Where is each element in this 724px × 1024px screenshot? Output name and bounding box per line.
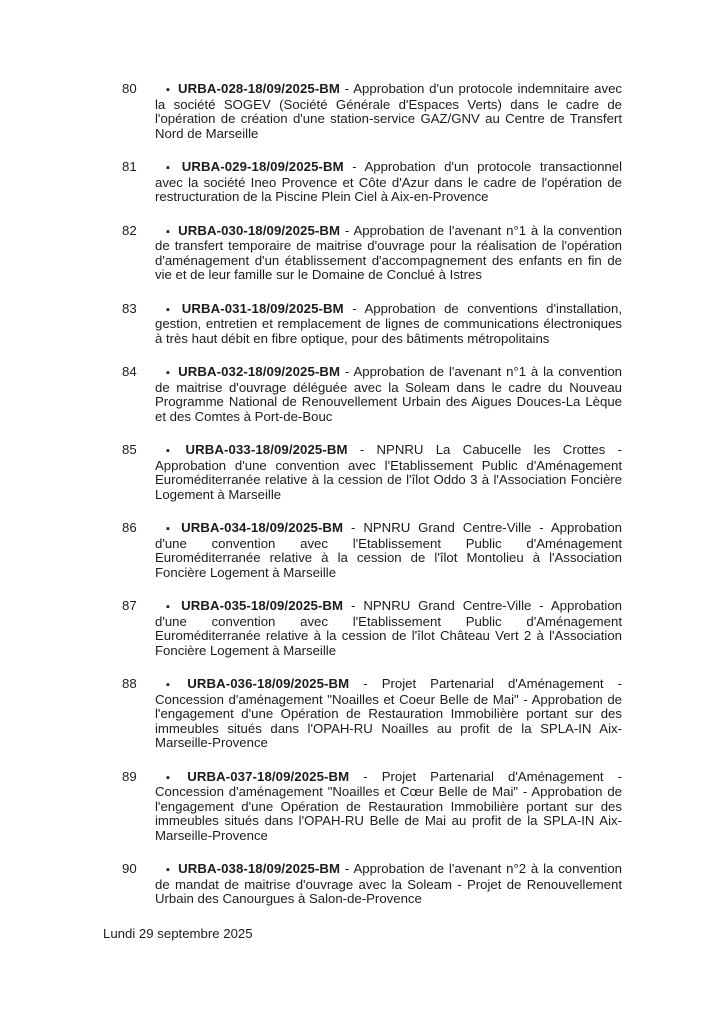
item-paragraph bbox=[155, 862, 622, 907]
list-item bbox=[122, 302, 622, 347]
bullet-icon: ▪ bbox=[166, 225, 172, 238]
bullet-icon: ▪ bbox=[166, 864, 172, 876]
list-item bbox=[122, 224, 622, 283]
bullet-icon: ▪ bbox=[166, 445, 179, 457]
item-number: 80 bbox=[122, 81, 137, 96]
deliberation-list bbox=[122, 82, 622, 907]
item-description: Projet Partenarial d'Aménagement - Concession d'aménagement "Noailles et Coeur Belle de Mai" - Approbation de l'engagement d'une Opération de Restauration Immobilière portant sur des immeubles situés dans l'OPAH-RU Noailles au profit de la SPLA-IN Aix-Marseille-Provence bbox=[155, 676, 622, 750]
bullet-icon: ▪ bbox=[166, 162, 175, 174]
item-description: NPNRU Grand Centre-Ville - Approbation d'une convention avec l'Etablissement Public d'Aménagement Euroméditerranée relative à la cession de l'îlot Montolieu à l'Association Foncière Logement à Marseille bbox=[155, 520, 622, 580]
page-footer bbox=[103, 927, 624, 942]
item-number: 90 bbox=[122, 861, 137, 876]
item-description: Approbation d'un protocole indemnitaire avec la société SOGEV (Société Générale d'Espaces Verts) dans le cadre de l'opération de création d'une station-service GAZ/GNV au Centre de Transfert Nord de Marseille bbox=[155, 81, 622, 141]
item-number: 89 bbox=[122, 768, 137, 784]
item-paragraph bbox=[155, 224, 622, 283]
item-description: Projet Partenarial d'Aménagement - Concession d'aménagement "Noailles et Cœur Belle de Mai" - Approbation de l'engagement d'une Opération de Restauration Immobilière portant sur des immeubles situés dans l'OPAH-RU Belle de Mai au profit de la SPLA-IN Aix-Marseille-Provence bbox=[155, 768, 622, 843]
item-description: Approbation de l'avenant n°1 à la convention de maitrise d'ouvrage déléguée avec la Soleam dans le cadre du Nouveau Programme National de Renouvellement Urbain des Aigues Douces-La Lèque et des Comtes à Port-de-Bouc bbox=[155, 364, 622, 424]
list-item bbox=[122, 160, 622, 205]
item-code: URBA-033-18/09/2025-BM bbox=[185, 442, 348, 457]
item-description: Approbation d'un protocole transactionnel avec la société Ineo Provence et Côte d'Azur dans le cadre de l'opération de restructuration de la Piscine Plein Ciel à Aix-en-Provence bbox=[155, 159, 622, 204]
item-paragraph bbox=[155, 770, 622, 844]
bullet-icon: ▪ bbox=[166, 84, 172, 96]
item-paragraph bbox=[155, 521, 622, 580]
item-code: URBA-037-18/09/2025-BM bbox=[187, 768, 350, 784]
list-item bbox=[122, 521, 622, 580]
item-code: URBA-028-18/09/2025-BM bbox=[178, 81, 341, 96]
item-description: Approbation de l'avenant n°1 à la convention de transfert temporaire de maitrise d'ouvrage pour la réalisation de l'opération d'aménagement d'un établissement d'accompagnement des enfants en fin de vie et de leur famille sur le Domaine de Conclué à Istres bbox=[155, 222, 622, 282]
item-separator: - bbox=[340, 861, 354, 876]
item-paragraph bbox=[155, 160, 622, 205]
item-separator: - bbox=[340, 364, 354, 379]
item-code: URBA-034-18/09/2025-BM bbox=[181, 520, 344, 535]
list-item bbox=[122, 770, 622, 844]
item-number: 82 bbox=[122, 222, 137, 238]
item-code: URBA-032-18/09/2025-BM bbox=[178, 364, 341, 379]
item-number: 86 bbox=[122, 520, 137, 535]
bullet-icon: ▪ bbox=[166, 523, 175, 535]
item-separator: - bbox=[340, 222, 354, 238]
item-paragraph bbox=[155, 677, 622, 751]
bullet-icon: ▪ bbox=[166, 679, 181, 691]
item-separator: - bbox=[343, 300, 365, 316]
item-code: URBA-030-18/09/2025-BM bbox=[178, 222, 341, 238]
item-description: NPNRU Grand Centre-Ville - Approbation d'une convention avec l'Etablissement Public d'Aménagement Euroméditerranée relative à la cession de l'îlot Château Vert 2 à l'Association Foncière Logement à Marseille bbox=[155, 598, 622, 658]
item-code: URBA-029-18/09/2025-BM bbox=[181, 159, 344, 174]
item-paragraph bbox=[155, 365, 622, 424]
item-description: Approbation de conventions d'installation, gestion, entretien et remplacement de lignes de communications électroniques à très haut débit en fibre optique, pour des bâtiments métropolitains bbox=[155, 300, 622, 346]
item-separator: - bbox=[347, 442, 377, 457]
list-item bbox=[122, 82, 622, 141]
item-paragraph bbox=[155, 302, 622, 347]
bullet-icon: ▪ bbox=[166, 303, 175, 316]
item-code: URBA-031-18/09/2025-BM bbox=[181, 300, 344, 316]
item-paragraph bbox=[155, 443, 622, 502]
list-item bbox=[122, 443, 622, 502]
item-number: 88 bbox=[122, 676, 137, 691]
item-number: 81 bbox=[122, 159, 137, 174]
item-code: URBA-036-18/09/2025-BM bbox=[187, 676, 350, 691]
item-number: 87 bbox=[122, 598, 137, 613]
item-number: 84 bbox=[122, 364, 137, 379]
item-separator: - bbox=[343, 159, 365, 174]
list-item bbox=[122, 599, 622, 658]
item-description: NPNRU La Cabucelle les Crottes - Approbation d'une convention avec l'Etablissement Public d'Aménagement Euroméditerranée relative à la cession de l'îlot Oddo 3 à l'Association Foncière Logement à Marseille bbox=[155, 442, 622, 502]
list-item bbox=[122, 862, 622, 907]
item-number: 85 bbox=[122, 442, 137, 457]
bullet-icon: ▪ bbox=[166, 601, 175, 613]
item-paragraph bbox=[155, 82, 622, 141]
item-separator: - bbox=[349, 768, 382, 784]
item-code: URBA-035-18/09/2025-BM bbox=[181, 598, 344, 613]
item-description: Approbation de l'avenant n°2 à la convention de mandat de maitrise d'ouvrage avec la Soleam - Projet de Renouvellement Urbain des Canourgues à Salon-de-Provence bbox=[155, 861, 622, 906]
item-paragraph bbox=[155, 599, 622, 658]
bullet-icon: ▪ bbox=[166, 367, 172, 379]
item-code: URBA-038-18/09/2025-BM bbox=[178, 861, 341, 876]
item-separator: - bbox=[340, 81, 354, 96]
footer-date: Lundi 29 septembre 2025 bbox=[103, 925, 253, 941]
item-separator: - bbox=[349, 676, 382, 691]
list-item bbox=[122, 365, 622, 424]
bullet-icon: ▪ bbox=[166, 771, 181, 784]
list-item bbox=[122, 677, 622, 751]
item-separator: - bbox=[343, 598, 364, 613]
item-number: 83 bbox=[122, 300, 137, 316]
item-separator: - bbox=[343, 520, 364, 535]
page-content bbox=[103, 82, 624, 941]
